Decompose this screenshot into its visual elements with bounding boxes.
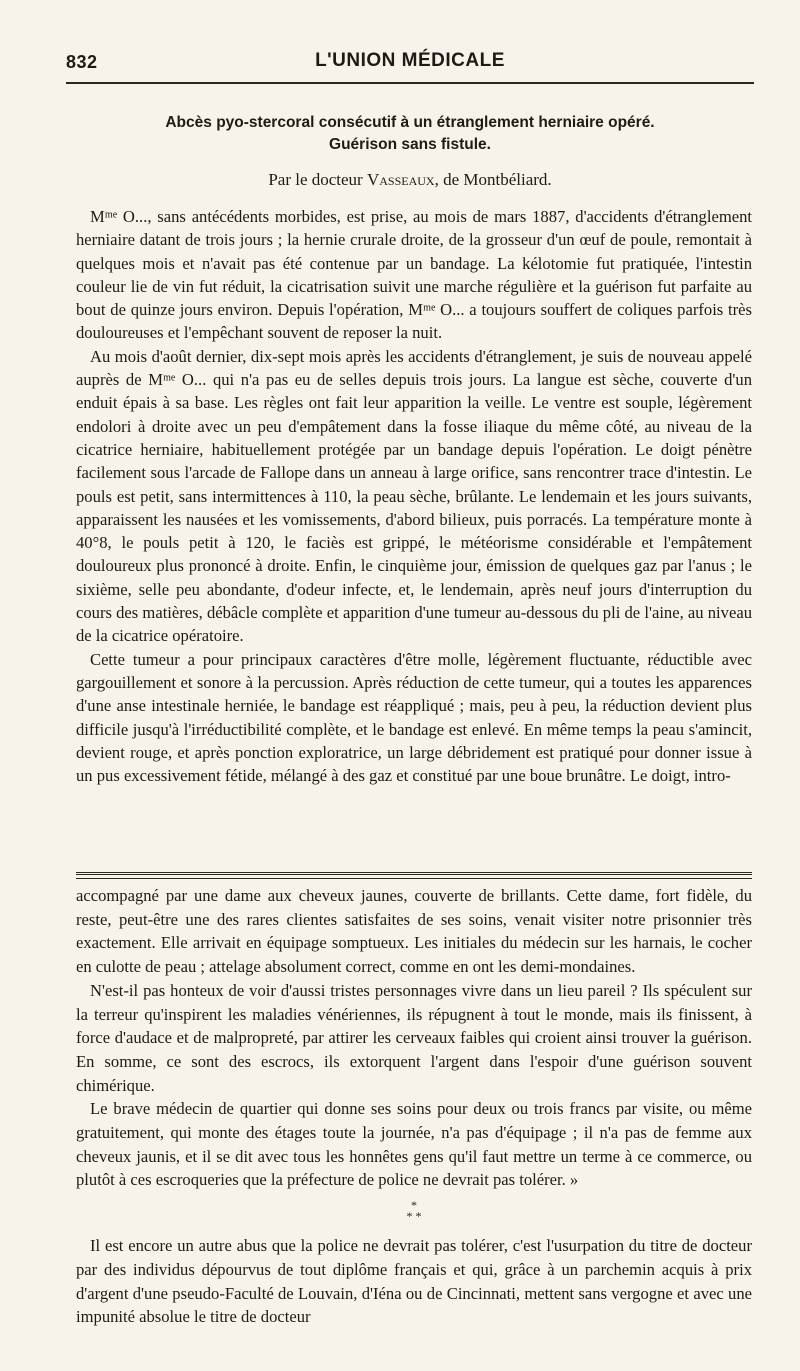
article-title — [80, 112, 740, 156]
byline-suffix: , de Montbéliard. — [434, 170, 552, 189]
byline-prefix: Par le docteur — [268, 170, 367, 189]
article-paragraph-3: Cette tumeur a pour principaux caractères d'être molle, légèrement fluctuante, réductible avec gargouillement et sonore à la percussion. Après réduction de cette tumeur, qui a toutes les apparences d'une anse intestinale herniée, le bandage est réappliqué ; mais, peu à peu, la réduction devient plus difficile jusqu'à l'irréductibilité complète, et le bandage est enlevé. En même temps la peau s'amincit, devient rouge, et après ponction exploratrice, un large débridement est pratiqué pour donner issue à un pus excessivement fétide, mélangé à des gaz et constitué par une boue brunâtre. Le doigt, intro- — [76, 649, 752, 786]
byline — [80, 170, 740, 190]
asterism — [76, 1200, 752, 1222]
feuilleton-paragraph-1: accompagné par une dame aux cheveux jaunes, couverte de brillants. Cette dame, fort fidèle, du reste, peut-être une des rares clientes satisfaites de ses soins, venait visiter notre prisonnier très exactement. Elle arrivait en équipage somptueux. Les initiales du médecin sur les harnais, le cocher en culotte de peau ; attelage absolument correct, comme en ont les demi-mondaines. — [76, 886, 752, 977]
header-rule — [66, 82, 754, 84]
asterism-bottom: * * — [406, 1209, 422, 1224]
feuilleton-body — [76, 884, 752, 1329]
section-separator-thin — [76, 878, 752, 879]
page-number: 832 — [66, 52, 98, 72]
running-head: L'UNION MÉDICALE — [315, 50, 505, 71]
asterism-top: * — [411, 1198, 417, 1213]
section-separator — [76, 872, 752, 875]
article-paragraph-1: Mᵐᵉ O..., sans antécédents morbides, est prise, au mois de mars 1887, d'accidents d'étranglement herniaire datant de trois jours ; la hernie crurale droite, de la grosseur d'un œuf de poule, remontait à quelques mois et n'avait pas été contenue par un bandage. La kélotomie fut pratiquée, l'intestin couleur lie de vin fut réduit, la cicatrisation suivit une marche régulière et la guérison fut parfaite au bout de quinze jours environ. Depuis l'opération, Mᵐᵉ O... a toujours souffert de coliques parfois très douloureuses et l'empêchant souvent de reposer la nuit. — [76, 207, 752, 343]
feuilleton-paragraph-2: N'est-il pas honteux de voir d'aussi tristes personnages vivre dans un lieu pareil ? Ils spéculent sur la terreur qu'inspirent les maladies vénériennes, ils répugnent à tout le monde, mais ils finissent, à force d'audace et de malpropreté, par attirer les cerveaux faibles qui croient ainsi trouver la guérison. En somme, ce sont des escrocs, ils extorquent l'argent dans l'espoir d'une guérison souvent chimérique. — [76, 980, 752, 1095]
feuilleton-paragraph-4: Il est encore un autre abus que la police ne devrait pas tolérer, c'est l'usurpation du titre de docteur par des individus dépourvus de tout diplôme français et qui, grâce à un parchemin acquis à prix d'argent d'une pseudo-Faculté de Louvain, d'Iéna ou de Cincinnati, mettent sans vergogne et avec une impunité absolue le titre de docteur — [76, 1236, 752, 1327]
feuilleton-paragraph-3: Le brave médecin de quartier qui donne ses soins pour deux ou trois francs par visite, ou même gratuitement, qui monte des étages toute la journée, n'a pas d'équipage ; il n'a pas de femme aux cheveux jaunis, et il se dit avec tous les honnêtes gens qu'il faut mettre un terme à ce commerce, ou plutôt à ces escroqueries que la préfecture de police ne devrait pas tolérer. » — [76, 1099, 752, 1190]
byline-author: Vasseaux — [366, 170, 435, 189]
article-paragraph-2: Au mois d'août dernier, dix-sept mois après les accidents d'étranglement, je suis de nouveau appelé auprès de Mᵐᵉ O... qui n'a pas eu de selles depuis trois jours. La langue est sèche, couverte d'un enduit épais à sa base. Les règles ont fait leur apparition la veille. Le ventre est souple, légèrement endolori à droite avec un peu d'empâtement dans la fosse iliaque du même côté, au niveau de la cicatrice herniaire, habituellement protégée par un bandage depuis l'opération. Le doigt pénètre facilement sous l'arcade de Fallope dans un anneau à large orifice, sans rencontrer trace d'intestin. Le pouls est petit, sans intermittences à 110, la peau sèche, brûlante. Le lendemain et les jours suivants, apparaissent les nausées et les vomissements, d'abord bilieux, puis porracés. La température monte à 40°8, le pouls petit à 120, le faciès est grippé, le météorisme considérable et l'empâtement douloureux plus prononcé à droite. Enfin, le cinquième jour, émission de quelques gaz par l'anus ; le sixième, selle peu abondante, d'odeur infecte, et, le lendemain, après neuf jours d'interruption du cours des matières, débâcle complète et apparition d'une tumeur au-dessous du pli de l'aine, au niveau de la cicatrice opératoire. — [76, 346, 752, 646]
article-body — [76, 205, 752, 787]
page-header — [66, 46, 754, 78]
article-title-line-2: Guérison sans fistule. — [329, 136, 491, 153]
article-title-line-1: Abcès pyo-stercoral consécutif à un étranglement herniaire opéré. — [165, 114, 655, 131]
